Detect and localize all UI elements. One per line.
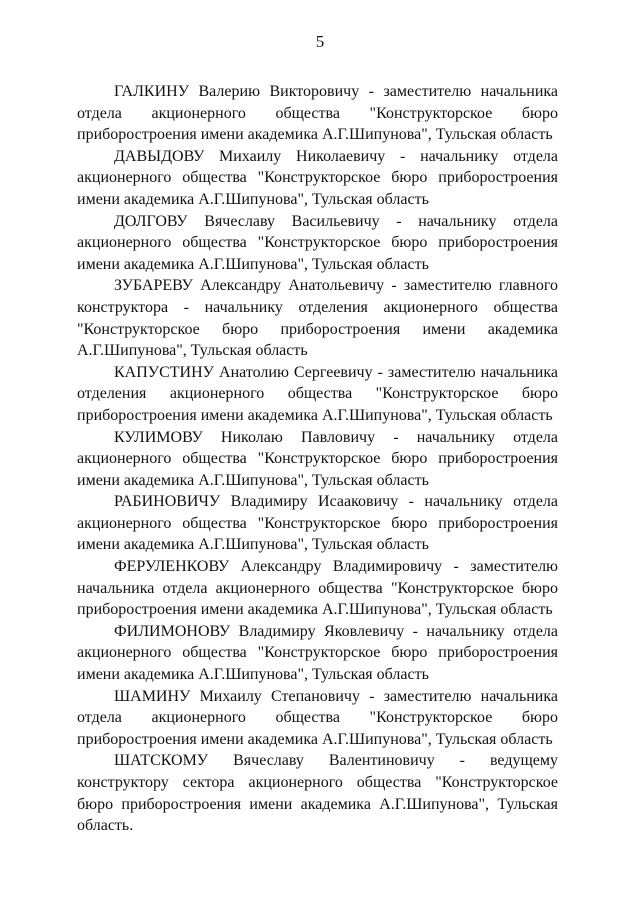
list-item bbox=[77, 81, 558, 146]
surname: ДОЛГОВУ bbox=[114, 212, 188, 230]
surname: ЗУБАРЕВУ bbox=[114, 277, 193, 295]
award-list bbox=[77, 81, 558, 837]
surname: ГАЛКИНУ bbox=[114, 83, 190, 100]
entry-text: Владимиру Исааковичу - начальнику отдела акционерного общества "Конструкторское бюро приборостроения имени академика А.Г.Шипунова", Тульская область bbox=[77, 493, 559, 554]
page-number: 5 bbox=[315, 32, 325, 51]
surname: КАПУСТИНУ bbox=[114, 363, 214, 381]
entry-text: Вячеславу Васильевичу - начальнику отдела акционерного общества "Конструкторское бюро приборостроения имени академика А.Г.Шипунова", Тульская область bbox=[77, 212, 559, 273]
list-item bbox=[77, 686, 558, 751]
entry-text: Михаилу Степановичу - заместителю начальника отдела акционерного общества "Конструкторское бюро приборостроения имени академика А.Г.Шипунова", Тульская область bbox=[77, 687, 559, 748]
surname: ШАТСКОМУ bbox=[114, 752, 209, 770]
list-item bbox=[77, 362, 558, 427]
list-item bbox=[77, 491, 558, 556]
surname: ДАВЫДОВУ bbox=[114, 147, 205, 165]
entry-text: Валерию Викторовичу - заместителю начальника отдела акционерного общества "Конструкторское бюро приборостроения имени академика А.Г.Шипунова", Тульская область bbox=[77, 83, 559, 144]
surname: ФЕРУЛЕНКОВУ bbox=[114, 558, 230, 576]
list-item bbox=[77, 275, 558, 361]
list-item bbox=[77, 556, 558, 621]
list-item bbox=[77, 146, 558, 211]
entry-text: Михаилу Николаевичу - начальнику отдела акционерного общества "Конструкторское бюро приборостроения имени академика А.Г.Шипунова", Тульская область bbox=[77, 147, 559, 208]
surname: ШАМИНУ bbox=[114, 687, 191, 705]
entry-text: Владимиру Яковлевичу - начальнику отдела акционерного общества "Конструкторское бюро приборостроения имени академика А.Г.Шипунова", Тульская область bbox=[77, 622, 559, 684]
entry-text: Александру Владимировичу - заместителю начальника отдела акционерного общества "Конструкторское бюро приборостроения имени академика А.Г.Шипунова", Тульская область bbox=[77, 558, 558, 619]
surname: РАБИНОВИЧУ bbox=[114, 493, 221, 511]
list-item bbox=[77, 427, 558, 492]
surname: КУЛИМОВУ bbox=[114, 428, 203, 446]
list-item bbox=[77, 750, 558, 836]
list-item bbox=[77, 621, 558, 686]
entry-text: Вячеславу Валентиновичу - ведущему конструктору сектора акционерного общества "Конструкторское бюро приборостроения имени академика А.Г.Шипунова", Тульская область. bbox=[77, 752, 559, 835]
surname: ФИЛИМОНОВУ bbox=[114, 622, 231, 640]
entry-text: Александру Анатольевичу - заместителю главного конструктора - начальнику отделения акционерного общества "Конструкторское бюро приборостроения имени академика А.Г.Шипунова", Тульская область bbox=[77, 277, 559, 360]
entry-text: Анатолию Сергеевичу - заместителю начальника отделения акционерного общества "Конструкторское бюро приборостроения имени академика А.Г.Шипунова", Тульская область bbox=[77, 363, 559, 424]
list-item bbox=[77, 211, 558, 276]
entry-text: Николаю Павловичу - начальнику отдела акционерного общества "Конструкторское бюро приборостроения имени академика А.Г.Шипунова", Тульская область bbox=[77, 428, 559, 489]
